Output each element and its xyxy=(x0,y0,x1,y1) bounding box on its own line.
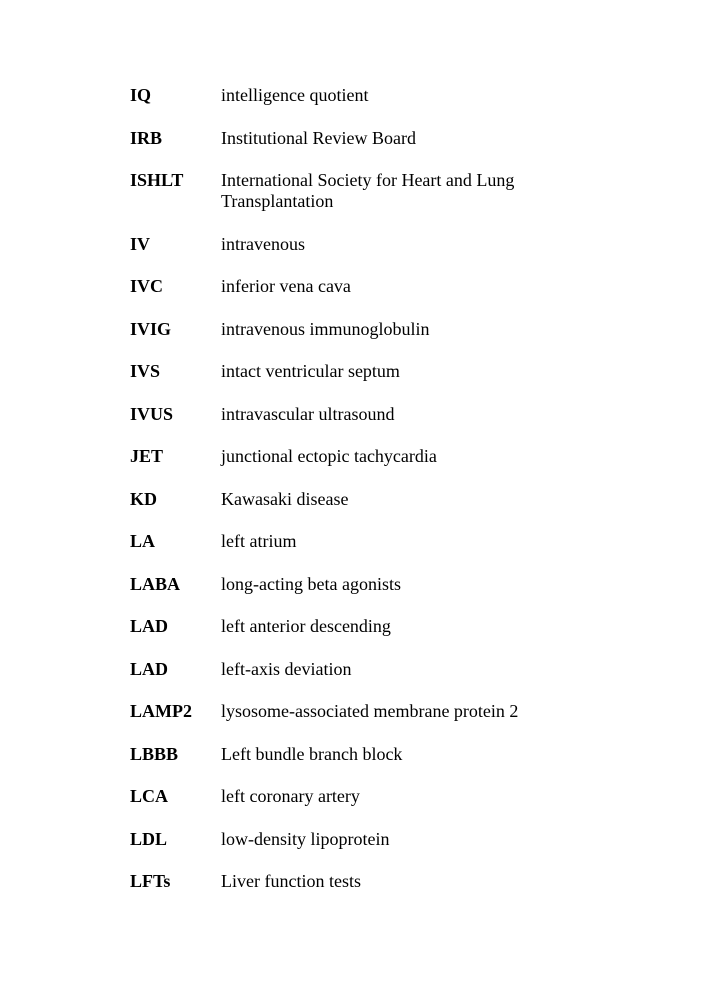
definition: junctional ectopic tachycardia xyxy=(221,446,437,466)
definition: Institutional Review Board xyxy=(221,127,416,148)
abbreviation-entry xyxy=(130,489,550,510)
abbreviation: IV xyxy=(130,233,151,254)
abbreviation: LFTs xyxy=(130,871,171,891)
abbreviation: LAD xyxy=(130,658,169,679)
abbreviation: LAMP2 xyxy=(130,701,192,721)
abbreviation-entry xyxy=(130,128,550,149)
abbreviation: IQ xyxy=(130,85,152,105)
definition: left atrium xyxy=(221,531,297,551)
definition: left anterior descending xyxy=(221,616,391,636)
abbreviation: LDL xyxy=(130,828,168,849)
definition: International Society for Heart and Lung Transplantation xyxy=(221,170,515,211)
abbreviation-entry xyxy=(130,446,550,467)
definition: intravascular ultrasound xyxy=(221,403,395,424)
abbreviation: IVUS xyxy=(130,403,174,424)
abbreviation-entry xyxy=(130,829,550,850)
abbreviation-entry xyxy=(130,786,550,807)
definition: intravenous xyxy=(221,233,305,254)
definition: intelligence quotient xyxy=(221,85,369,105)
abbreviation: IVS xyxy=(130,361,161,381)
abbreviation-entry xyxy=(130,276,550,297)
abbreviation-entry xyxy=(130,85,550,106)
abbreviation-entry xyxy=(130,361,550,382)
abbreviation-entry xyxy=(130,744,550,765)
definition: low-density lipoprotein xyxy=(221,828,390,849)
abbreviation: IVC xyxy=(130,276,164,296)
abbreviation: LABA xyxy=(130,573,181,594)
abbreviation-entry xyxy=(130,531,550,552)
abbreviation-entry xyxy=(130,871,550,892)
definition: lysosome-associated membrane protein 2 xyxy=(221,701,519,721)
definition: left-axis deviation xyxy=(221,658,352,679)
abbreviation-entry xyxy=(130,616,550,637)
abbreviation-entry xyxy=(130,234,550,255)
definition: intact ventricular septum xyxy=(221,361,400,381)
abbreviation: JET xyxy=(130,446,164,466)
abbreviation: LBBB xyxy=(130,743,179,764)
definition: left coronary artery xyxy=(221,786,360,806)
abbreviation: LAD xyxy=(130,616,169,636)
abbreviation-entry xyxy=(130,659,550,680)
abbreviation: IVIG xyxy=(130,318,172,339)
abbreviation: ISHLT xyxy=(130,170,184,190)
abbreviation: LCA xyxy=(130,786,169,806)
definition: Left bundle branch block xyxy=(221,743,403,764)
abbreviation: KD xyxy=(130,488,157,509)
abbreviation-entry xyxy=(130,404,550,425)
definition: Kawasaki disease xyxy=(221,488,349,509)
abbreviation-entry xyxy=(130,574,550,595)
abbreviation-entry xyxy=(130,319,550,340)
definition: inferior vena cava xyxy=(221,276,351,296)
abbreviation: LA xyxy=(130,531,156,551)
definition: long-acting beta agonists xyxy=(221,573,401,594)
abbreviation: IRB xyxy=(130,127,163,148)
abbreviation-list xyxy=(130,85,550,914)
abbreviation-entry xyxy=(130,170,550,212)
definition: intravenous immunoglobulin xyxy=(221,318,430,339)
abbreviation-entry xyxy=(130,701,550,722)
definition: Liver function tests xyxy=(221,871,361,891)
